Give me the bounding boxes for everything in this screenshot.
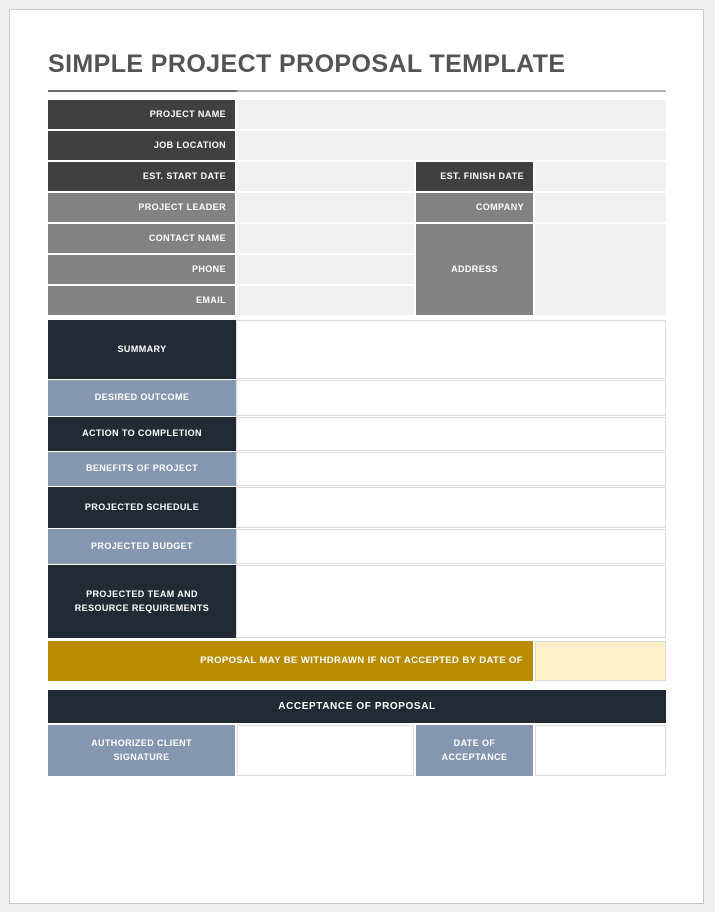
company-value[interactable]	[535, 193, 666, 222]
projected-schedule-value[interactable]	[236, 487, 666, 528]
projected-schedule-label: PROJECTED SCHEDULE	[48, 487, 236, 528]
est-start-date-label: EST. START DATE	[48, 162, 235, 191]
acceptance-date-value[interactable]	[535, 725, 666, 776]
benefits-of-project-label: BENEFITS OF PROJECT	[48, 452, 236, 486]
action-to-completion-value[interactable]	[236, 417, 666, 451]
acceptance-header: ACCEPTANCE OF PROPOSAL	[48, 690, 666, 723]
summary-value[interactable]	[236, 320, 666, 379]
acceptance-date-label: DATE OF ACCEPTANCE	[416, 725, 533, 776]
est-finish-date-label: EST. FINISH DATE	[416, 162, 533, 191]
contact-name-value[interactable]	[237, 224, 414, 253]
phone-value[interactable]	[237, 255, 414, 284]
email-label: EMAIL	[48, 286, 235, 315]
projected-budget-value[interactable]	[236, 529, 666, 564]
title-rule-dark	[48, 90, 237, 92]
project-name-label: PROJECT NAME	[48, 100, 235, 129]
job-location-value[interactable]	[237, 131, 666, 160]
action-to-completion-label: ACTION TO COMPLETION	[48, 417, 236, 451]
project-leader-label: PROJECT LEADER	[48, 193, 235, 222]
title-rule-light	[237, 90, 666, 92]
projected-team-value[interactable]	[236, 565, 666, 638]
authorized-signature-label: AUTHORIZED CLIENT SIGNATURE	[48, 725, 235, 776]
projected-team-label: PROJECTED TEAM AND RESOURCE REQUIREMENTS	[48, 565, 236, 638]
phone-label: PHONE	[48, 255, 235, 284]
desired-outcome-label: DESIRED OUTCOME	[48, 380, 236, 416]
projected-budget-label: PROJECTED BUDGET	[48, 529, 236, 564]
est-finish-date-value[interactable]	[535, 162, 666, 191]
project-name-value[interactable]	[237, 100, 666, 129]
withdrawal-date-value[interactable]	[535, 641, 666, 681]
withdrawal-notice-label: PROPOSAL MAY BE WITHDRAWN IF NOT ACCEPTED BY DATE OF	[48, 641, 533, 681]
benefits-of-project-value[interactable]	[236, 452, 666, 486]
company-label: COMPANY	[416, 193, 533, 222]
page-title: SIMPLE PROJECT PROPOSAL TEMPLATE	[48, 50, 566, 78]
contact-name-label: CONTACT NAME	[48, 224, 235, 253]
project-leader-value[interactable]	[237, 193, 414, 222]
email-value[interactable]	[237, 286, 414, 315]
desired-outcome-value[interactable]	[236, 380, 666, 416]
authorized-signature-value[interactable]	[237, 725, 414, 776]
est-start-date-value[interactable]	[237, 162, 414, 191]
address-label: ADDRESS	[416, 224, 533, 315]
job-location-label: JOB LOCATION	[48, 131, 235, 160]
summary-label: SUMMARY	[48, 320, 236, 379]
address-value[interactable]	[535, 224, 666, 315]
